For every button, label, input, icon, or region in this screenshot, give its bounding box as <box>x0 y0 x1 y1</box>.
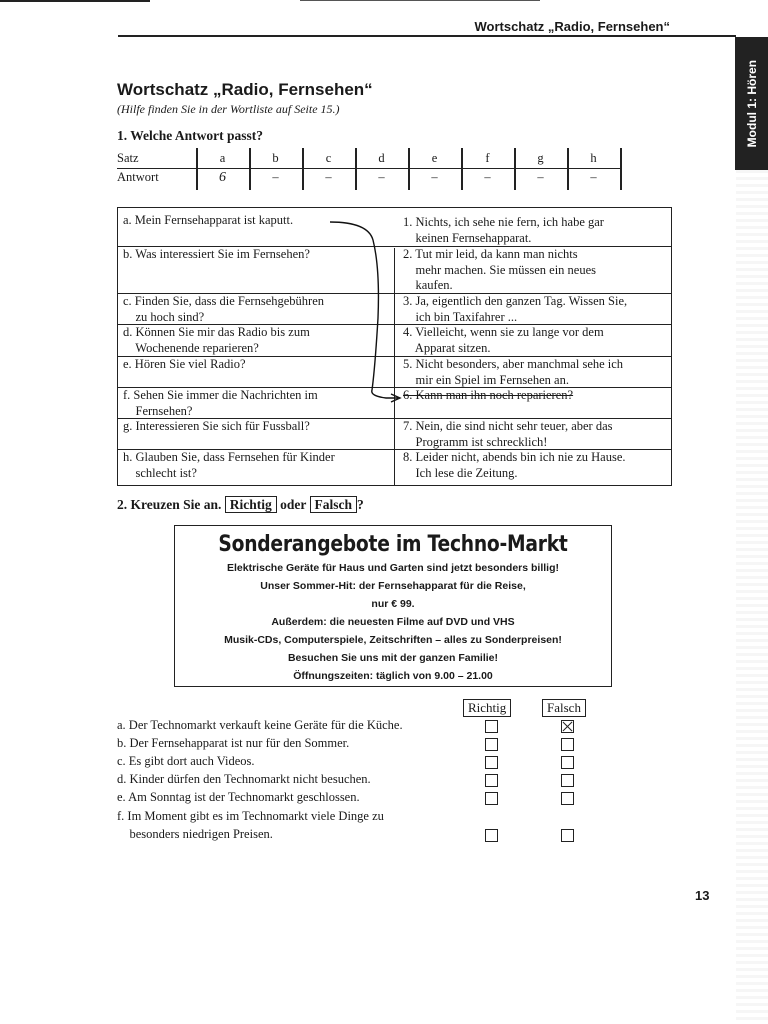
grid-divider <box>355 148 357 190</box>
ad-line: Öffnungszeiten: täglich von 9.00 – 21.00 <box>293 670 493 682</box>
page-subtitle: (Hilfe finden Sie in der Wortliste auf Seite 15.) <box>117 102 340 116</box>
checkbox-falsch-a[interactable] <box>561 720 574 733</box>
answer-8: 8. Leider nicht, abends bin ich nie zu Hause. Ich lese die Zeitung. <box>403 450 626 480</box>
checkbox-richtig-a[interactable] <box>485 720 498 733</box>
question-b: b. Was interessiert Sie im Fernsehen? <box>123 247 310 261</box>
task2-richtig: Richtig <box>225 496 277 513</box>
checkbox-richtig-e[interactable] <box>485 792 498 805</box>
grid-label-satz: Satz <box>117 151 139 165</box>
grid-column-h: h <box>590 151 597 165</box>
grid-divider <box>196 148 198 190</box>
matching-table <box>117 207 672 486</box>
checkbox-falsch-b[interactable] <box>561 738 574 751</box>
task2-oder: oder <box>280 497 307 512</box>
grid-divider <box>461 148 463 190</box>
top-rule <box>300 0 540 1</box>
statement-e: e. Am Sonntag ist der Technomarkt geschlossen. <box>117 790 360 804</box>
grid-column-a: a <box>219 151 226 165</box>
grid-column-c: c <box>325 151 332 165</box>
advertisement-box <box>174 525 612 687</box>
grid-answer-a: 6 <box>219 170 226 185</box>
answer-4: 4. Vielleicht, wenn sie zu lange vor dem Apparat sitzen. <box>403 325 604 355</box>
ad-line: Besuchen Sie uns mit der ganzen Familie! <box>287 652 499 664</box>
side-tab <box>735 37 768 170</box>
grid-answer-h: – <box>590 170 597 184</box>
task2-falsch: Falsch <box>310 496 358 513</box>
connector-arrow <box>118 208 671 485</box>
grid-divider <box>567 148 569 190</box>
grid-answer-d: – <box>378 170 385 184</box>
checkbox-falsch-f[interactable] <box>561 829 574 842</box>
answer-grid <box>117 148 622 190</box>
ad-line: Elektrische Geräte für Haus und Garten sind jetzt besonders billig! <box>227 562 559 574</box>
column-falsch: Falsch <box>542 699 586 717</box>
grid-column-d: d <box>378 151 385 165</box>
side-tab-label: Modul 1: Hören <box>744 59 759 148</box>
ad-line: nur € 99. <box>371 598 415 610</box>
checkbox-richtig-d[interactable] <box>485 774 498 787</box>
question-h: h. Glauben Sie, dass Fernsehen für Kinder schlecht ist? <box>123 450 335 480</box>
question-c: c. Finden Sie, dass die Fernsehgebühren zu hoch sind? <box>123 294 325 324</box>
running-head: Wortschatz „Radio, Fernsehen“ <box>474 19 670 34</box>
question-f: f. Sehen Sie immer die Nachrichten im Fernsehen? <box>123 388 318 418</box>
question-d: d. Können Sie mir das Radio bis zum Wochenende reparieren? <box>123 325 310 355</box>
answer-5: 5. Nicht besonders, aber manchmal sehe ich mir ein Spiel im Fernsehen an. <box>403 357 624 387</box>
header-rule <box>118 35 736 37</box>
checkbox-falsch-c[interactable] <box>561 756 574 769</box>
statement-b: b. Der Fernsehapparat ist nur für den Sommer. <box>117 736 350 750</box>
answer-2: 2. Tut mir leid, da kann man nichts mehr machen. Sie müssen ein neues kaufen. <box>403 247 597 292</box>
question-e: e. Hören Sie viel Radio? <box>123 357 246 371</box>
statement-f: f. Im Moment gibt es im Technomarkt viele Dinge zu besonders niedrigen Preisen. <box>117 809 384 841</box>
grid-answer-b: – <box>272 170 279 184</box>
answer-1: 1. Nichts, ich sehe nie fern, ich habe gar keinen Fernsehapparat. <box>403 215 604 245</box>
statement-a: a. Der Technomarkt verkauft keine Geräte für die Küche. <box>117 718 403 732</box>
ad-line: Außerdem: die neuesten Filme auf DVD und VHS <box>271 616 515 628</box>
statement-c: c. Es gibt dort auch Videos. <box>117 754 255 768</box>
question-g: g. Interessieren Sie sich für Fussball? <box>123 419 310 433</box>
checkbox-falsch-e[interactable] <box>561 792 574 805</box>
checkbox-falsch-d[interactable] <box>561 774 574 787</box>
answer-3: 3. Ja, eigentlich den ganzen Tag. Wissen Sie, ich bin Taxifahrer ... <box>403 294 628 324</box>
grid-rule <box>117 168 622 169</box>
grid-divider <box>302 148 304 190</box>
grid-answer-e: – <box>431 170 438 184</box>
question-a: a. Mein Fernsehapparat ist kaputt. <box>123 213 294 227</box>
top-rule <box>0 0 150 2</box>
task2-prefix: 2. Kreuzen Sie an. <box>117 497 222 512</box>
task2-heading <box>117 497 364 513</box>
grid-column-f: f <box>485 151 490 165</box>
checkbox-richtig-c[interactable] <box>485 756 498 769</box>
answer-7: 7. Nein, die sind nicht sehr teuer, aber das Programm ist schrecklich! <box>403 419 613 449</box>
answer-6: 6. Kann man ihn noch reparieren? <box>403 388 574 402</box>
page-edge <box>736 170 768 1024</box>
ad-line: Musik-CDs, Computerspiele, Zeitschriften – alles zu Sonderpreisen! <box>224 634 562 646</box>
grid-column-e: e <box>431 151 438 165</box>
ad-line: Unser Sommer-Hit: der Fernsehapparat für die Reise, <box>260 580 526 592</box>
grid-column-b: b <box>272 151 279 165</box>
grid-answer-f: – <box>484 170 491 184</box>
grid-answer-c: – <box>325 170 332 184</box>
grid-divider <box>514 148 516 190</box>
grid-divider <box>249 148 251 190</box>
page-number: 13 <box>695 888 710 903</box>
grid-column-g: g <box>537 151 544 165</box>
grid-divider <box>408 148 410 190</box>
checkbox-richtig-b[interactable] <box>485 738 498 751</box>
checkbox-richtig-f[interactable] <box>485 829 498 842</box>
grid-label-antwort: Antwort <box>117 170 159 184</box>
column-richtig: Richtig <box>463 699 511 717</box>
ad-title: Sonderangebote im Techno-Markt <box>218 532 568 557</box>
grid-answer-g: – <box>537 170 544 184</box>
page-title: Wortschatz „Radio, Fernsehen“ <box>117 80 373 99</box>
statement-d: d. Kinder dürfen den Technomarkt nicht besuchen. <box>117 772 371 786</box>
task2-suffix: ? <box>357 497 364 512</box>
task1-heading: 1. Welche Antwort passt? <box>117 128 264 143</box>
grid-divider <box>620 148 622 190</box>
